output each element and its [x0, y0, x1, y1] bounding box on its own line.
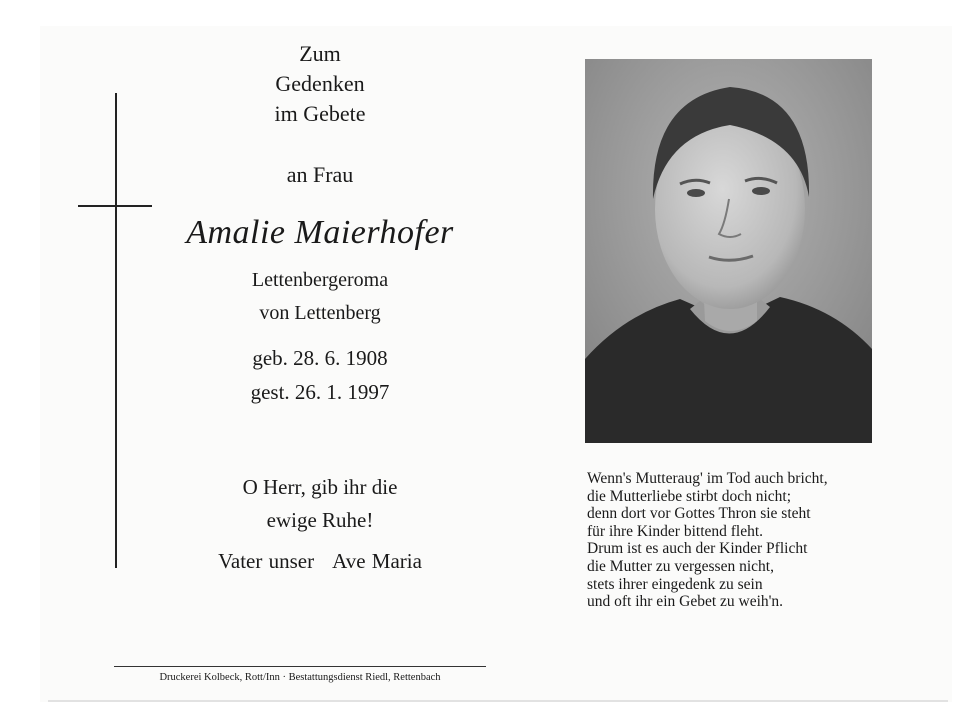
poem-line: die Mutterliebe stirbt doch nicht;: [587, 487, 792, 505]
portrait-photo: [585, 59, 872, 443]
death-date: gest. 26. 1. 1997: [250, 380, 390, 404]
prayer-vater-unser: Vater unser: [218, 549, 315, 573]
portrait-illustration: [585, 59, 872, 443]
prayer-line-1: O Herr, gib ihr die: [242, 475, 398, 499]
printer-footer: Druckerei Kolbeck, Rott/Inn · Bestattungsdienst Riedl, Rettenbach: [159, 672, 441, 683]
cross-icon-horizontal: [78, 205, 152, 207]
footer-divider: [114, 666, 486, 667]
poem: [587, 470, 917, 611]
birth-date: geb. 28. 6. 1908: [252, 346, 388, 370]
heading-line-3: im Gebete: [274, 101, 366, 126]
house-name: Lettenbergeroma: [251, 269, 389, 291]
poem-line: für ihre Kinder bittend fleht.: [587, 522, 764, 540]
deceased-name: Amalie Maierhofer: [186, 214, 454, 251]
cross-icon-vertical: [115, 93, 117, 568]
salutation: an Frau: [286, 162, 354, 187]
poem-line: die Mutter zu vergessen nicht,: [587, 557, 774, 575]
prayer-names: [155, 547, 485, 575]
poem-line: Drum ist es auch der Kinder Pflicht: [587, 540, 808, 558]
poem-line: stets ihrer eingedenk zu sein: [587, 575, 763, 593]
heading-line-2: Gedenken: [275, 71, 365, 96]
poem-line: denn dort vor Gottes Thron sie steht: [587, 505, 811, 523]
origin: von Lettenberg: [259, 302, 381, 324]
poem-line: Wenn's Mutteraug' im Tod auch bricht,: [587, 470, 828, 487]
poem-line: und oft ihr ein Gebet zu weih'n.: [587, 593, 784, 611]
heading-line-1: Zum: [299, 41, 341, 66]
prayer-line-2: ewige Ruhe!: [266, 508, 374, 532]
prayer-ave-maria: Ave Maria: [332, 549, 422, 573]
